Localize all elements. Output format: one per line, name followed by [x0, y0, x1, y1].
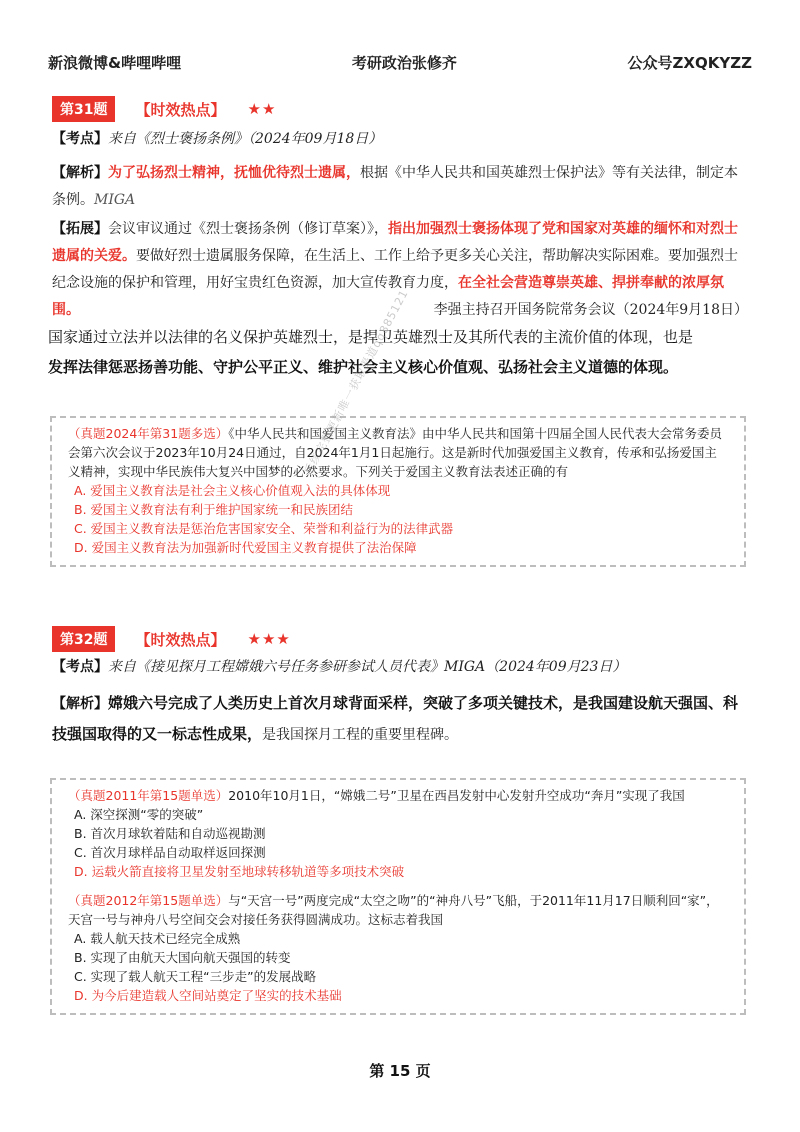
q32-heading — [52, 626, 291, 652]
q32-box2-option-c: C. 实现了载人航天工程“三步走”的发展战略 — [74, 969, 317, 984]
q32-tag: 【时效热点】 — [135, 630, 226, 649]
q32-kaodian: 【考点】来自《接见探月工程嫦娥六号任务参研参试人员代表》MIGA（2024年09月23日） — [52, 659, 627, 675]
page-header — [48, 50, 752, 74]
q31-summary: 国家通过立法并以法律的名义保护英雄烈士，是捍卫英雄烈士及其所代表的主流价值的体现，也是 发挥法律惩恶扬善功能、守护公平正义、维护社会主义核心价值观、弘扬社会主义道德的体现。 — [48, 328, 694, 376]
q31-tuozhan: 【拓展】会议审议通过《烈士褒扬条例（修订草案）》，指出加强烈士褒扬体现了党和国家对英雄的缅怀和对烈士遗属的关爱。要做好烈士遗属服务保障，在生活上、工作上给予更多关心关注，帮助解决实际困难。要加强烈士纪念设施的保护和管理，用好宝贵红色资源，加大宣传教育力度，在全社会营造尊崇英雄、捍拼奉献的浓厚氛围。 李强主持召开国务院常务会议（2024年9月18日） — [52, 216, 748, 324]
q32-number-badge: 第32题 — [52, 626, 115, 652]
q31-number-badge: 第31题 — [52, 96, 115, 122]
q32-box2-stem: （真题2012年第15题单选）与“天宫一号”两度完成“太空之吻”的“神舟八号”飞船，于2011年11月17日顺利回“家”，天宫一号与神舟八号空间交会对接任务获得圆满成功。这标志着我国 — [68, 893, 719, 927]
q31-exam-box — [50, 416, 746, 567]
q31-option-c: C. 爱国主义教育法是惩治危害国家安全、荣誉和利益行为的法律武器 — [74, 521, 454, 536]
page-number: 第 15 页 — [369, 1062, 431, 1080]
q32-box1-option-d: D. 运载火箭直接将卫星发射至地球转移轨道等多项技术突破 — [74, 864, 405, 879]
q32-box2-option-d: D. 为今后建造载人空间站奠定了坚实的技术基础 — [74, 988, 342, 1003]
q31-stars: ★★ — [247, 100, 277, 118]
q32-jiexi: 【解析】嫦娥六号完成了人类历史上首次月球背面采样，突破了多项关键技术，是我国建设航天强国、科技强国取得的又一标志性成果，是我国探月工程的重要里程碑。 — [52, 694, 739, 743]
q31-tag: 【时效热点】 — [135, 100, 226, 119]
q31-kaodian: 【考点】来自《烈士褒扬条例》（2024年09月18日） — [52, 131, 383, 147]
header-left: 新浪微博&哔哩哔哩 — [48, 53, 182, 72]
q32-box1-option-c: C. 首次月球样品自动取样返回探测 — [74, 845, 266, 860]
q31-option-a: A. 爱国主义教育法是社会主义核心价值观入法的具体体现 — [74, 483, 391, 498]
header-right: 公众号ZXQKYZZ — [627, 53, 752, 72]
q31-box-stem: （真题2024年第31题多选）《中华人民共和国爱国主义教育法》由中华人民共和国第十四届全国人民代表大会常务委员会第六次会议于2023年10月24日通过，自2024年1月1日起施行。这是新时代加强爱国主义教育，传承和弘扬爱国主义精神，实现中华民族伟大复兴中国梦的必然要求。下列关于爱国主义教育法表述正确的有 — [68, 426, 722, 479]
q31-heading — [52, 96, 276, 122]
q32-box1-stem: （真题2011年第15题单选）2010年10月1日，“嫦娥二号”卫星在西昌发射中心发射升空成功“奔月”实现了我国 — [68, 788, 685, 803]
q32-box2-option-b: B. 实现了由航天大国向航天强国的转变 — [74, 950, 291, 965]
q32-box2-option-a: A. 载人航天技术已经完全成熟 — [74, 931, 241, 946]
q31-option-b: B. 爱国主义教育法有利于维护国家统一和民族团结 — [74, 502, 354, 517]
watermark: 后续完整更新唯一获取渠道qq885121 — [301, 287, 411, 478]
q32-exam-box — [50, 778, 746, 1015]
q31-jiexi: 【解析】为了弘扬烈士精神，抚恤优待烈士遗属，根据《中华人民共和国英雄烈士保护法》等有关法律，制定本条例。MIGA — [52, 165, 738, 208]
q31-option-d: D. 爱国主义教育法为加强新时代爱国主义教育提供了法治保障 — [74, 540, 417, 555]
header-center: 考研政治张修齐 — [351, 53, 457, 72]
q32-box1-option-a: A. 深空探测“零的突破” — [74, 807, 204, 822]
q31-tuozhan-source: 李强主持召开国务院常务会议（2024年9月18日） — [433, 302, 748, 318]
q32-box1-option-b: B. 首次月球软着陆和自动巡视勘测 — [74, 826, 266, 841]
q32-stars: ★★★ — [247, 630, 291, 648]
